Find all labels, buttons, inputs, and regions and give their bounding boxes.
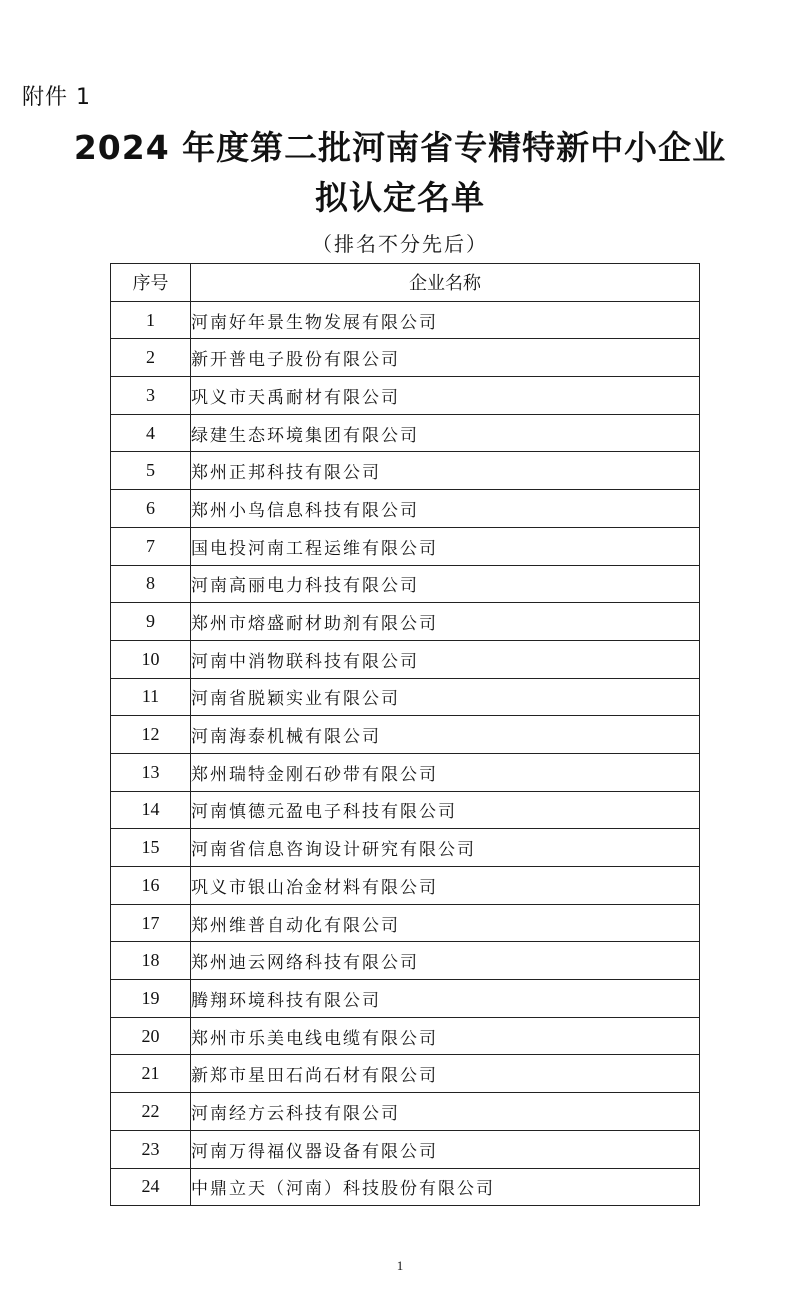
row-company-name: 郑州市乐美电线电缆有限公司 [191, 1017, 700, 1055]
row-serial-number: 6 [111, 490, 191, 528]
table-row [111, 829, 700, 867]
header-company-name: 企业名称 [191, 264, 700, 302]
table-row [111, 867, 700, 905]
row-company-name: 国电投河南工程运维有限公司 [191, 527, 700, 565]
table-row [111, 339, 700, 377]
row-company-name: 郑州小鸟信息科技有限公司 [191, 490, 700, 528]
row-serial-number: 22 [111, 1093, 191, 1131]
table-row [111, 1130, 700, 1168]
table-row [111, 301, 700, 339]
table-header-row [111, 264, 700, 302]
table-row [111, 904, 700, 942]
attachment-label: 附件 1 [22, 85, 91, 110]
table-row [111, 603, 700, 641]
row-serial-number: 5 [111, 452, 191, 490]
row-company-name: 郑州瑞特金刚石砂带有限公司 [191, 753, 700, 791]
row-company-name: 新开普电子股份有限公司 [191, 339, 700, 377]
table-row [111, 640, 700, 678]
row-company-name: 河南省脱颖实业有限公司 [191, 678, 700, 716]
row-serial-number: 11 [111, 678, 191, 716]
table-row [111, 377, 700, 415]
table-row [111, 942, 700, 980]
table-row [111, 452, 700, 490]
table-row [111, 716, 700, 754]
row-company-name: 郑州迪云网络科技有限公司 [191, 942, 700, 980]
row-company-name: 河南高丽电力科技有限公司 [191, 565, 700, 603]
row-company-name: 中鼎立天（河南）科技股份有限公司 [191, 1168, 700, 1206]
row-serial-number: 4 [111, 414, 191, 452]
table-row [111, 1093, 700, 1131]
row-company-name: 河南中消物联科技有限公司 [191, 640, 700, 678]
row-company-name: 郑州正邦科技有限公司 [191, 452, 700, 490]
row-serial-number: 8 [111, 565, 191, 603]
row-company-name: 河南万得福仪器设备有限公司 [191, 1130, 700, 1168]
table-body [111, 301, 700, 1206]
row-company-name: 郑州市熔盛耐材助剂有限公司 [191, 603, 700, 641]
table-row [111, 678, 700, 716]
row-serial-number: 16 [111, 867, 191, 905]
table-row [111, 565, 700, 603]
row-company-name: 巩义市天禹耐材有限公司 [191, 377, 700, 415]
company-list-table [110, 263, 700, 1206]
table-row [111, 791, 700, 829]
row-serial-number: 23 [111, 1130, 191, 1168]
row-serial-number: 7 [111, 527, 191, 565]
row-serial-number: 19 [111, 980, 191, 1018]
document-subtitle: （排名不分先后） [312, 232, 488, 256]
row-company-name: 河南经方云科技有限公司 [191, 1093, 700, 1131]
row-serial-number: 14 [111, 791, 191, 829]
row-company-name: 河南好年景生物发展有限公司 [191, 301, 700, 339]
row-serial-number: 24 [111, 1168, 191, 1206]
table-row [111, 527, 700, 565]
table-row [111, 980, 700, 1018]
document-title-line2: 拟认定名单 [315, 178, 485, 217]
document-title-line1: 2024 年度第二批河南省专精特新中小企业 [73, 128, 727, 167]
table-row [111, 414, 700, 452]
table-row [111, 1017, 700, 1055]
row-company-name: 河南海泰机械有限公司 [191, 716, 700, 754]
row-serial-number: 2 [111, 339, 191, 377]
row-serial-number: 21 [111, 1055, 191, 1093]
row-serial-number: 9 [111, 603, 191, 641]
row-serial-number: 17 [111, 904, 191, 942]
header-serial-number: 序号 [111, 264, 191, 302]
row-serial-number: 13 [111, 753, 191, 791]
row-serial-number: 12 [111, 716, 191, 754]
row-serial-number: 18 [111, 942, 191, 980]
row-company-name: 绿建生态环境集团有限公司 [191, 414, 700, 452]
row-company-name: 新郑市星田石尚石材有限公司 [191, 1055, 700, 1093]
page-number: 1 [396, 1258, 404, 1273]
row-serial-number: 20 [111, 1017, 191, 1055]
row-serial-number: 3 [111, 377, 191, 415]
row-company-name: 郑州维普自动化有限公司 [191, 904, 700, 942]
table-row [111, 753, 700, 791]
row-company-name: 河南省信息咨询设计研究有限公司 [191, 829, 700, 867]
row-serial-number: 10 [111, 640, 191, 678]
row-company-name: 巩义市银山冶金材料有限公司 [191, 867, 700, 905]
row-company-name: 腾翔环境科技有限公司 [191, 980, 700, 1018]
table-row [111, 1168, 700, 1206]
row-company-name: 河南慎德元盈电子科技有限公司 [191, 791, 700, 829]
table-row [111, 1055, 700, 1093]
row-serial-number: 15 [111, 829, 191, 867]
row-serial-number: 1 [111, 301, 191, 339]
table-row [111, 490, 700, 528]
